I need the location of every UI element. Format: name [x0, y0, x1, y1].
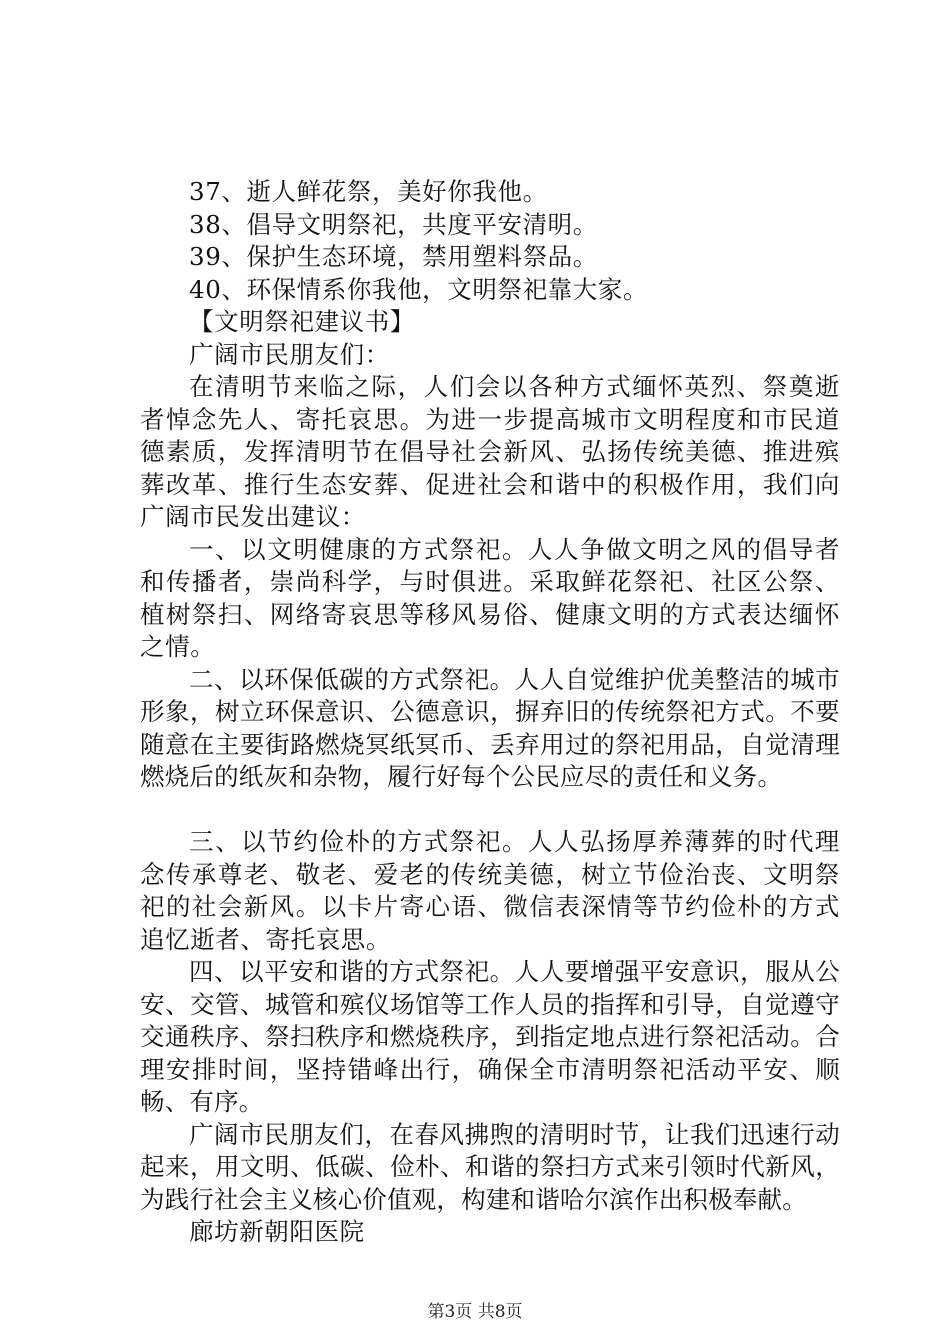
- closing-paragraph: 广阔市民朋友们，在春风拂煦的清明时节，让我们迅速行动起来，用文明、低碳、俭朴、和谐的祭扫方式来引领时代新风，为践行社会主义核心价值观，构建和谐哈尔滨作出积极奉献。: [140, 1119, 840, 1214]
- document-body: [140, 176, 840, 1249]
- section-title: 【文明祭祀建议书】: [189, 307, 415, 336]
- point-3-paragraph: 三、以节约俭朴的方式祭祀。人人弘扬厚养薄葬的时代理念传承尊老、敬老、爱老的传统美德，树立节俭治丧、文明祭祀的社会新风。以卡片寄心语、微信表深情等节约俭朴的方式追忆逝者、寄托哀思。: [140, 827, 840, 954]
- slogan-37: 37、逝人鲜花祭，美好你我他。: [189, 177, 548, 206]
- point-4-paragraph: 四、以平安和谐的方式祭祀。人人要增强平安意识，服从公安、交管、城管和殡仪场馆等工作人员的指挥和引导，自觉遵守交通秩序、祭扫秩序和燃烧秩序，到指定地点进行祭祀活动。合理安排时间，坚持错峰出行，确保全市清明祭祀活动平安、顺畅、有序。: [140, 957, 840, 1116]
- intro-paragraph: 在清明节来临之际，人们会以各种方式缅怀英烈、祭奠逝者悼念先人、寄托哀思。为进一步提高城市文明程度和市民道德素质，发挥清明节在倡导社会新风、弘扬传统美德、推进殡葬改革、推行生态安葬、促进社会和谐中的积极作用，我们向广阔市民发出建议：: [140, 372, 840, 531]
- salutation: 广阔市民朋友们：: [189, 339, 390, 369]
- page-number: 第3页 共8页: [427, 1302, 523, 1322]
- slogan-40: 40、环保情系你我他，文明祭祀靠大家。: [189, 274, 649, 304]
- point-2-paragraph: 二、以环保低碳的方式祭祀。人人自觉维护优美整洁的城市形象，树立环保意识、公德意识，摒弃旧的传统祭祀方式。不要随意在主要街路燃烧冥纸冥币、丢弃用过的祭祀用品，自觉清理燃烧后的纸灰和杂物，履行好每个公民应尽的责任和义务。: [140, 664, 840, 791]
- slogan-39: 39、保护生态环境，禁用塑料祭品。: [189, 242, 598, 271]
- signature: 廊坊新朝阳医院: [189, 1217, 365, 1246]
- slogan-38: 38、倡导文明祭祀，共度平安清明。: [189, 209, 598, 239]
- point-1-paragraph: 一、以文明健康的方式祭祀。人人争做文明之风的倡导者和传播者，崇尚科学，与时俱进。采取鲜花祭祀、社区公祭、植树祭扫、网络寄哀思等移风易俗、健康文明的方式表达缅怀之情。: [140, 534, 840, 661]
